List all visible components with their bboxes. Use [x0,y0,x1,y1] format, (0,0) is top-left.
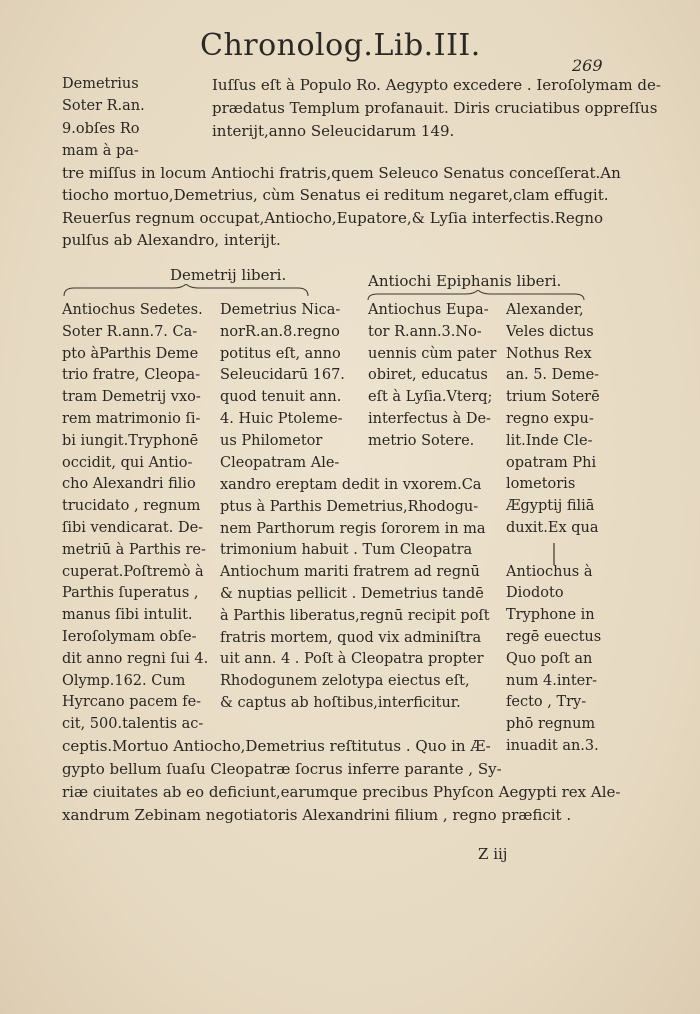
heading-demetrij-liberi: Demetrij liberi. [170,266,287,284]
intro-line: Iuſſus eſt à Populo Ro. Aegypto excedere . Ieroſolymam de- [212,76,661,94]
column-line: nem Parthorum regis ſororem in ma [220,520,486,537]
column-line: lit.Inde Cle- [506,432,593,449]
column-line: & nuptias pellicit . Demetrius tandē [220,585,484,602]
column-line: Tryphone in [506,607,595,624]
column-line: an. 5. Deme- [506,367,600,384]
column-line: manus ſibi intulit. [62,607,193,624]
column-line: cho Alexandri filio [62,476,196,493]
column-demetrius-nicanor [220,300,345,474]
column-line: uit ann. 4 . Poſt à Cleopatra propter [220,651,484,668]
paragraph-line: Reuerſus regnum occupat,Antiocho,Eupatore,& Lyſia interfectis.Regno [62,209,604,227]
column-line: phō regnum [506,716,596,733]
column-antiochus-sedetes [62,300,208,736]
column-line: metrio Sotere. [368,432,475,449]
intro-line: interijt,anno Seleucidarum 149. [212,122,455,140]
paragraph-line: tre miſſus in locum Antiochi fratris,quem Seleuco Senatus conceſſerat.An [62,164,621,182]
paragraph-line: pulſus ab Alexandro, interijt. [62,231,281,249]
paragraph-line: tiocho mortuo,Demetrius, cùm Senatus ei reditum negaret,clam effugit. [62,186,609,204]
intro-line: prædatus Templum profanauit. Diris cruciatibus oppreſſus [212,99,658,117]
column-line: Ieroſolymam obſe- [62,628,197,645]
column-line: trium Soterē [506,389,600,406]
column-line: cit, 500.talentis ac- [62,716,204,733]
column-line: Veles dictus [506,323,594,340]
column-line: Antiochum mariti fratrem ad regnū [220,564,480,581]
column-line: Parthis ſuperatus , [62,585,199,602]
column-line: ſibi vendicarat. De- [62,519,204,536]
column-line: tram Demetrij vxo- [62,389,201,406]
column-line: Olymp.162. Cum [62,672,186,689]
column-line: dit anno regni ſui 4. [62,650,209,667]
column-alexander [506,300,601,758]
column-line: uennis cùm pater [368,345,497,362]
column-antiochus-eupator [368,300,496,453]
column-line: inuadit an.3. [506,737,599,754]
column-line: Antiochus à [506,563,593,580]
column-line: bi iungit.Tryphonē [62,432,199,449]
genealogy-descent-line [552,543,556,565]
column-line: us Philometor [220,432,323,449]
column-line: pto àParthis Deme [62,345,199,362]
column-line: Hyrcano pacem fe- [62,694,202,711]
signature-mark: Z iij [478,845,508,863]
column-line: interfectus à De- [368,410,491,427]
margin-note-line: Demetrius [62,76,139,92]
column-line: fratris mortem, quod vix adminiſtra [220,629,482,646]
column-line: quod tenuit ann. [220,389,342,406]
column-line: metriū à Parthis re- [62,541,206,558]
column-line: rem matrimonio ſi- [62,410,201,427]
column-line: Antiochus Sedetes. [62,302,203,318]
column-line: potitus eſt, anno [220,345,341,362]
column-line: Nothus Rex [506,345,592,362]
column-line: tor R.ann.3.No- [368,323,482,340]
margin-note-line: Soter R.an. [62,98,145,114]
column-line: Ægyptij filiā [506,498,595,515]
column-line: trio fratre, Cleopa- [62,367,201,384]
column-line: num 4.inter- [506,672,598,689]
column-line: duxit.Ex qua [506,519,599,536]
column-line: xandro ereptam dedit in vxorem.Ca [220,477,482,493]
column-line: Quo poſt an [506,650,593,667]
column-demetrius-continued [220,475,490,715]
column-line: obiret, educatus [368,367,488,384]
column-line: regē euectus [506,628,602,645]
column-line: Demetrius Nica- [220,302,341,318]
margin-note-line: mam à pa- [62,143,139,159]
column-line: occidit, qui Antio- [62,454,193,471]
column-line: Alexander, [506,302,584,318]
column-line: trimonium habuit . Tum Cleopatra [220,542,473,559]
column-line: Soter R.ann.7. Ca- [62,323,198,340]
column-line: Cleopatram Ale- [220,454,340,471]
column-line: eſt à Lyſia.Vterq; [368,389,493,406]
column-line: cuperat.Poſtremò à [62,563,204,580]
column-line: trucidato , regnum [62,498,201,515]
column-line: 4. Huic Ptoleme- [220,410,343,427]
column-line: norR.an.8.regno [220,323,340,340]
column-line: ptus à Parthis Demetrius,Rhodogu- [220,498,479,515]
paragraph-line: ceptis.Mortuo Antiocho,Demetrius reſtitutus . Quo in Æ- [62,737,491,755]
left-genealogy-brace [62,284,312,300]
column-line: opatram Phi [506,454,597,471]
paragraph-line: gypto bellum ſuaſu Cleopatræ ſocrus inferre parante , Sy- [62,760,502,778]
column-line: lometoris [506,476,576,493]
column-line: & captus ab hoſtibus,interficitur. [220,694,461,711]
paragraph-line: riæ ciuitates ab eo deficiunt,earumque precibus Phyſcon Aegypti rex Ale- [62,783,621,801]
column-line: Antiochus Eupa- [368,302,489,318]
column-line: à Parthis liberatus,regnū recipit poſt [220,607,490,624]
column-line: Rhodogunem zelotypa eiectus eſt, [220,673,470,690]
column-line: Seleucidarū 167. [220,367,345,384]
page-number: 269 [572,56,603,75]
margin-note-line: 9.obſes Ro [62,121,140,137]
column-line: Diodoto [506,585,564,602]
heading-antiochi-liberi: Antiochi Epiphanis liberi. [368,272,562,290]
column-line: fecto , Try- [506,694,587,711]
column-line: regno expu- [506,410,594,427]
running-header: Chronolog.Lib.III. [200,28,481,63]
paragraph-line: xandrum Zebinam negotiatoris Alexandrini filium , regno præficit . [62,806,572,824]
